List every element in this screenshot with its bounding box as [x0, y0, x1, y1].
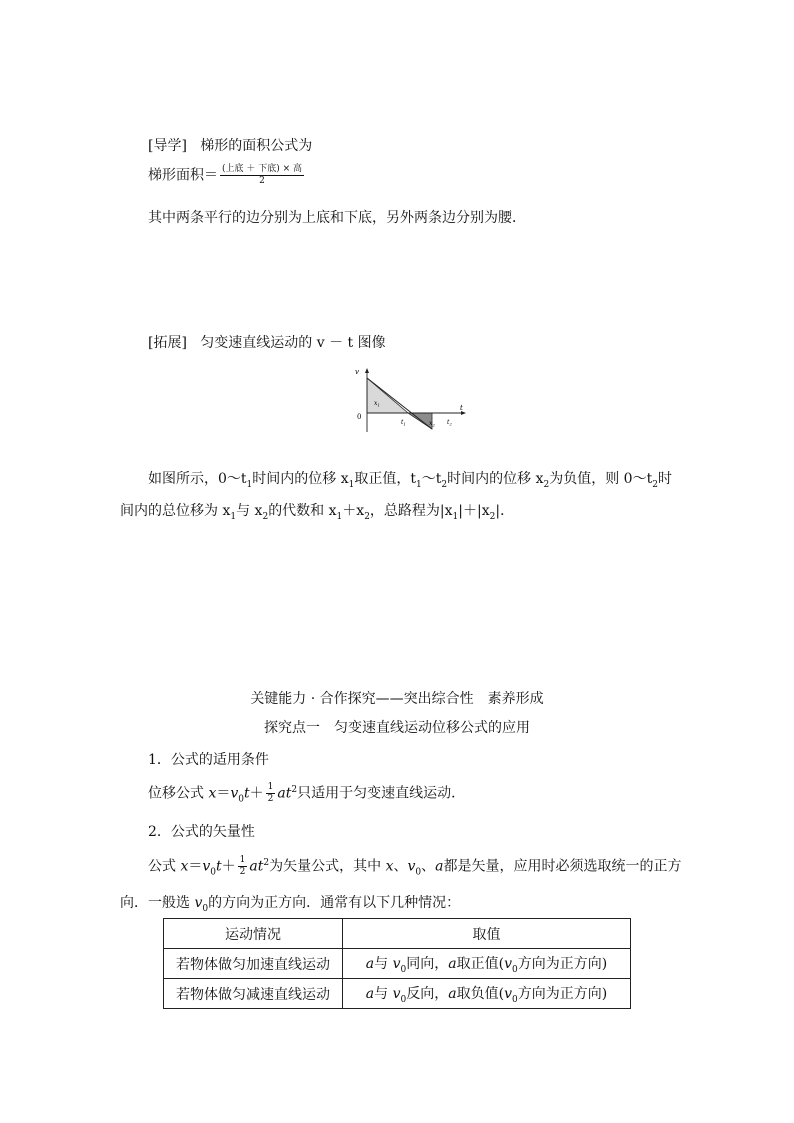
table-cell-value: a与 $v_0$同向，a取正值($v_0$方向为正方向)	[343, 949, 631, 979]
item1-formula-line: 位移公式 $x=v_0t+$ $\frac{1}{2}$ $at^2$只适用于匀变速直线运动．	[148, 782, 466, 805]
label-t2: $t_2$	[447, 419, 452, 427]
table-header-value: 取值	[343, 919, 631, 949]
daoxue-text: 梯形的面积公式为	[200, 138, 313, 154]
daoxue-line	[148, 135, 312, 155]
label-v: v	[355, 368, 359, 376]
label-x2: $x_2$	[429, 420, 435, 428]
label-x1: $x_1$	[374, 400, 380, 408]
formula-denominator: 2	[259, 176, 265, 186]
vt-graph	[352, 366, 472, 436]
label-t: t	[460, 404, 463, 412]
table-row	[164, 949, 631, 979]
label-t1: $t_1$	[401, 419, 406, 427]
table-header-case: 运动情况	[164, 919, 343, 949]
subsection-heading: 探究点一 匀变速直线运动位移公式的应用	[264, 720, 530, 736]
formula-lhs: 梯形面积＝	[148, 167, 218, 184]
item2-line-1: 公式 $x=v_0t+$ $\frac{1}{2}$ $at^2$为矢量公式，其中 x、$v_0$、a都是矢量，应用时必须选取统一的正方	[148, 855, 682, 878]
tuozhan-tag: [拓展]	[148, 335, 187, 351]
table-header-row	[164, 919, 631, 949]
table-cell-value: a与 $v_0$反向，a取负值($v_0$方向为正方向)	[343, 979, 631, 1009]
label-origin: 0	[357, 413, 362, 421]
table-cell-case: 若物体做匀加速直线运动	[164, 949, 343, 979]
trapezoid-formula	[148, 164, 306, 187]
daoxue-tag: [导学]	[148, 138, 187, 154]
section-heading: 关键能力 · 合作探究——突出综合性 素养形成	[250, 691, 544, 707]
item2-line-2: 向．一般选 $v_0$的方向为正方向．通常有以下几种情况：	[120, 895, 461, 914]
tuozhan-text: 匀变速直线运动的 v － t 图像	[200, 335, 386, 351]
table-row	[164, 979, 631, 1009]
explain-line-2: 间内的总位移为 $x_1$与 $x_2$的代数和 $x_1+x_2$，总路程为$|x_1|+|x_2|$．	[120, 503, 515, 522]
table-cell-case: 若物体做匀减速直线运动	[164, 979, 343, 1009]
v-axis-arrow-icon	[365, 368, 369, 373]
formula-numerator: (上底 ＋ 下底) × 高	[222, 164, 303, 174]
explain-line-1: 如图所示，$0\sim t_1$时间内的位移 $x_1$取正值，$t_1\sim t_2$时间内的位移 $x_2$为负值，则 $0\sim t_2$时	[148, 471, 672, 490]
value-table	[163, 918, 631, 1009]
item1-title: 1．公式的适用条件	[148, 752, 269, 768]
daoxue-note: 其中两条平行的边分别为上底和下底，另外两条边分别为腰．	[148, 210, 526, 226]
formula-fraction	[220, 164, 304, 187]
tuozhan-line	[148, 332, 386, 352]
item2-title: 2．公式的矢量性	[148, 824, 255, 840]
